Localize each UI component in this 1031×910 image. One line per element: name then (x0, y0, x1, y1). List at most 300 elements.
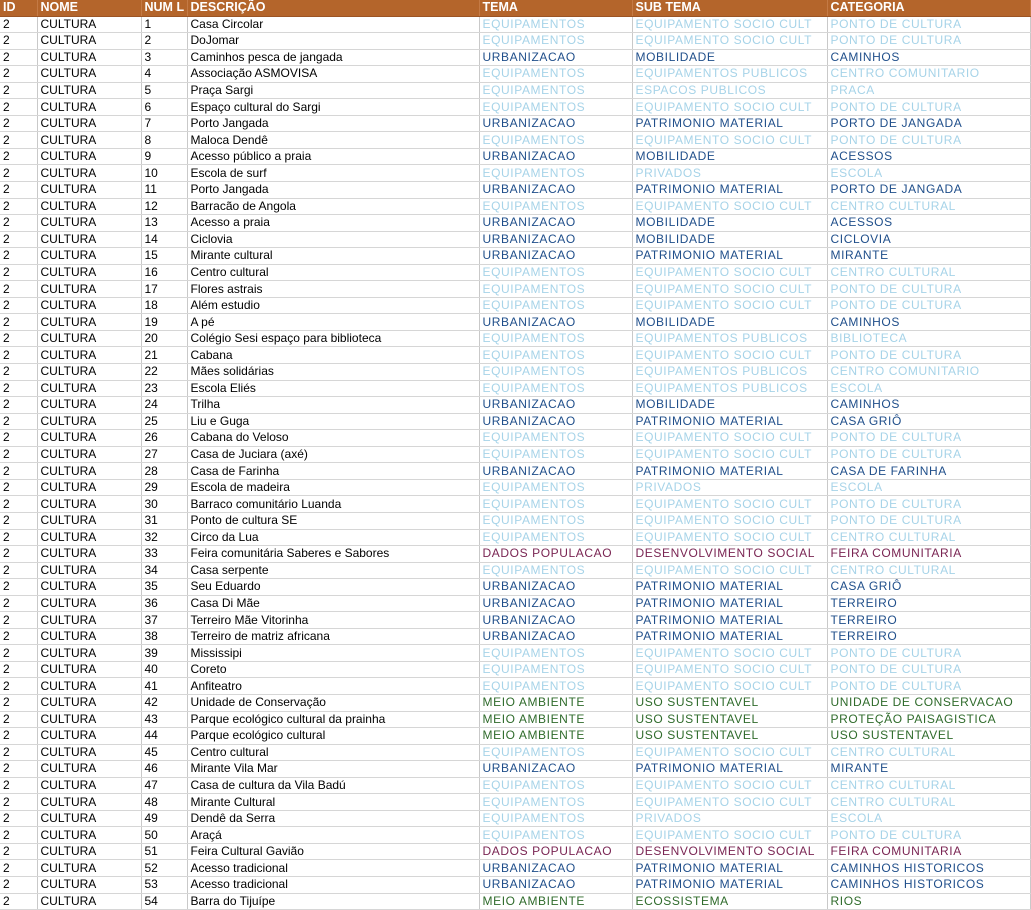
cell-nome[interactable]: CULTURA (37, 66, 141, 83)
cell-num[interactable]: 17 (141, 281, 187, 298)
cell-num[interactable]: 23 (141, 380, 187, 397)
cell-descricao[interactable]: Barra do Tijuípe (187, 893, 479, 910)
cell-num[interactable]: 25 (141, 413, 187, 430)
cell-categoria[interactable]: ACESSOS (827, 215, 1030, 232)
cell-id[interactable]: 2 (0, 761, 37, 778)
cell-id[interactable]: 2 (0, 694, 37, 711)
cell-num[interactable]: 19 (141, 314, 187, 331)
cell-categoria[interactable]: PONTO DE CULTURA (827, 678, 1030, 695)
cell-nome[interactable]: CULTURA (37, 364, 141, 381)
cell-subtema[interactable]: EQUIPAMENTO SOCIO CULT (632, 744, 827, 761)
cell-descricao[interactable]: Caminhos pesca de jangada (187, 49, 479, 66)
cell-descricao[interactable]: Flores astrais (187, 281, 479, 298)
cell-subtema[interactable]: DESENVOLVIMENTO SOCIAL (632, 843, 827, 860)
col-header-subtema[interactable]: SUB TEMA (632, 0, 827, 16)
cell-nome[interactable]: CULTURA (37, 512, 141, 529)
cell-descricao[interactable]: Mirante Cultural (187, 794, 479, 811)
cell-descricao[interactable]: A pé (187, 314, 479, 331)
cell-descricao[interactable]: Casa de cultura da Vila Badú (187, 777, 479, 794)
cell-nome[interactable]: CULTURA (37, 182, 141, 199)
cell-descricao[interactable]: Colégio Sesi espaço para biblioteca (187, 330, 479, 347)
cell-subtema[interactable]: EQUIPAMENTO SOCIO CULT (632, 99, 827, 116)
cell-subtema[interactable]: PATRIMONIO MATERIAL (632, 248, 827, 265)
cell-nome[interactable]: CULTURA (37, 264, 141, 281)
cell-id[interactable]: 2 (0, 347, 37, 364)
cell-categoria[interactable]: UNIDADE DE CONSERVACAO (827, 694, 1030, 711)
cell-tema[interactable]: EQUIPAMENTOS (479, 165, 632, 182)
cell-nome[interactable]: CULTURA (37, 198, 141, 215)
cell-subtema[interactable]: EQUIPAMENTO SOCIO CULT (632, 496, 827, 513)
cell-nome[interactable]: CULTURA (37, 430, 141, 447)
cell-categoria[interactable]: PONTO DE CULTURA (827, 132, 1030, 149)
cell-id[interactable]: 2 (0, 264, 37, 281)
cell-num[interactable]: 33 (141, 546, 187, 563)
cell-id[interactable]: 2 (0, 744, 37, 761)
cell-num[interactable]: 41 (141, 678, 187, 695)
cell-subtema[interactable]: MOBILIDADE (632, 397, 827, 414)
cell-id[interactable]: 2 (0, 281, 37, 298)
cell-id[interactable]: 2 (0, 827, 37, 844)
cell-tema[interactable]: EQUIPAMENTOS (479, 132, 632, 149)
cell-id[interactable]: 2 (0, 413, 37, 430)
cell-subtema[interactable]: EQUIPAMENTO SOCIO CULT (632, 33, 827, 50)
cell-descricao[interactable]: Centro cultural (187, 744, 479, 761)
cell-subtema[interactable]: ECOSSISTEMA (632, 893, 827, 910)
cell-num[interactable]: 54 (141, 893, 187, 910)
cell-nome[interactable]: CULTURA (37, 33, 141, 50)
cell-subtema[interactable]: PRIVADOS (632, 810, 827, 827)
cell-nome[interactable]: CULTURA (37, 231, 141, 248)
cell-nome[interactable]: CULTURA (37, 248, 141, 265)
cell-num[interactable]: 38 (141, 628, 187, 645)
cell-subtema[interactable]: PATRIMONIO MATERIAL (632, 860, 827, 877)
cell-tema[interactable]: EQUIPAMENTOS (479, 264, 632, 281)
cell-nome[interactable]: CULTURA (37, 165, 141, 182)
cell-subtema[interactable]: EQUIPAMENTOS PUBLICOS (632, 66, 827, 83)
cell-descricao[interactable]: Liu e Guga (187, 413, 479, 430)
cell-categoria[interactable]: CENTRO CULTURAL (827, 562, 1030, 579)
cell-descricao[interactable]: Casa de Farinha (187, 463, 479, 480)
cell-id[interactable]: 2 (0, 860, 37, 877)
cell-subtema[interactable]: EQUIPAMENTOS PUBLICOS (632, 330, 827, 347)
cell-id[interactable]: 2 (0, 843, 37, 860)
cell-subtema[interactable]: EQUIPAMENTO SOCIO CULT (632, 777, 827, 794)
cell-nome[interactable]: CULTURA (37, 827, 141, 844)
cell-subtema[interactable]: PATRIMONIO MATERIAL (632, 463, 827, 480)
cell-categoria[interactable]: PONTO DE CULTURA (827, 827, 1030, 844)
cell-nome[interactable]: CULTURA (37, 397, 141, 414)
cell-tema[interactable]: EQUIPAMENTOS (479, 810, 632, 827)
col-header-num[interactable]: NUM L (141, 0, 187, 16)
cell-categoria[interactable]: FEIRA COMUNITARIA (827, 546, 1030, 563)
cell-num[interactable]: 27 (141, 446, 187, 463)
cell-subtema[interactable]: EQUIPAMENTO SOCIO CULT (632, 347, 827, 364)
cell-categoria[interactable]: CENTRO COMUNITARIO (827, 364, 1030, 381)
cell-id[interactable]: 2 (0, 66, 37, 83)
cell-tema[interactable]: EQUIPAMENTOS (479, 794, 632, 811)
cell-tema[interactable]: URBANIZACAO (479, 49, 632, 66)
cell-num[interactable]: 47 (141, 777, 187, 794)
cell-nome[interactable]: CULTURA (37, 744, 141, 761)
cell-subtema[interactable]: PATRIMONIO MATERIAL (632, 182, 827, 199)
cell-id[interactable]: 2 (0, 99, 37, 116)
cell-subtema[interactable]: PATRIMONIO MATERIAL (632, 115, 827, 132)
cell-tema[interactable]: URBANIZACAO (479, 248, 632, 265)
cell-nome[interactable]: CULTURA (37, 330, 141, 347)
cell-num[interactable]: 51 (141, 843, 187, 860)
cell-nome[interactable]: CULTURA (37, 546, 141, 563)
cell-id[interactable]: 2 (0, 463, 37, 480)
cell-tema[interactable]: URBANIZACAO (479, 231, 632, 248)
cell-tema[interactable]: URBANIZACAO (479, 595, 632, 612)
cell-descricao[interactable]: Acesso a praia (187, 215, 479, 232)
cell-num[interactable]: 42 (141, 694, 187, 711)
cell-num[interactable]: 9 (141, 148, 187, 165)
cell-descricao[interactable]: Ciclovia (187, 231, 479, 248)
cell-categoria[interactable]: CENTRO CULTURAL (827, 264, 1030, 281)
cell-id[interactable]: 2 (0, 529, 37, 546)
cell-subtema[interactable]: EQUIPAMENTOS PUBLICOS (632, 380, 827, 397)
cell-id[interactable]: 2 (0, 397, 37, 414)
cell-nome[interactable]: CULTURA (37, 82, 141, 99)
cell-tema[interactable]: EQUIPAMENTOS (479, 297, 632, 314)
cell-subtema[interactable]: USO SUSTENTAVEL (632, 728, 827, 745)
cell-id[interactable]: 2 (0, 595, 37, 612)
cell-num[interactable]: 13 (141, 215, 187, 232)
cell-nome[interactable]: CULTURA (37, 843, 141, 860)
cell-subtema[interactable]: EQUIPAMENTO SOCIO CULT (632, 645, 827, 662)
cell-id[interactable]: 2 (0, 628, 37, 645)
cell-subtema[interactable]: PRIVADOS (632, 479, 827, 496)
cell-nome[interactable]: CULTURA (37, 678, 141, 695)
cell-categoria[interactable]: CASA DE FARINHA (827, 463, 1030, 480)
cell-categoria[interactable]: BIBLIOTECA (827, 330, 1030, 347)
cell-id[interactable]: 2 (0, 148, 37, 165)
cell-num[interactable]: 20 (141, 330, 187, 347)
cell-nome[interactable]: CULTURA (37, 893, 141, 910)
cell-categoria[interactable]: CAMINHOS HISTORICOS (827, 876, 1030, 893)
cell-descricao[interactable]: Escola de surf (187, 165, 479, 182)
cell-categoria[interactable]: PONTO DE CULTURA (827, 347, 1030, 364)
cell-categoria[interactable]: TERREIRO (827, 595, 1030, 612)
cell-id[interactable]: 2 (0, 810, 37, 827)
cell-num[interactable]: 37 (141, 612, 187, 629)
cell-subtema[interactable]: MOBILIDADE (632, 49, 827, 66)
cell-id[interactable]: 2 (0, 546, 37, 563)
cell-categoria[interactable]: TERREIRO (827, 612, 1030, 629)
cell-tema[interactable]: EQUIPAMENTOS (479, 678, 632, 695)
cell-descricao[interactable]: Centro cultural (187, 264, 479, 281)
cell-descricao[interactable]: Barraco comunitário Luanda (187, 496, 479, 513)
cell-categoria[interactable]: CENTRO CULTURAL (827, 777, 1030, 794)
cell-descricao[interactable]: Acesso tradicional (187, 860, 479, 877)
cell-categoria[interactable]: ESCOLA (827, 165, 1030, 182)
col-header-id[interactable]: ID (0, 0, 37, 16)
cell-nome[interactable]: CULTURA (37, 297, 141, 314)
cell-nome[interactable]: CULTURA (37, 628, 141, 645)
cell-nome[interactable]: CULTURA (37, 281, 141, 298)
cell-id[interactable]: 2 (0, 16, 37, 33)
cell-nome[interactable]: CULTURA (37, 529, 141, 546)
cell-num[interactable]: 2 (141, 33, 187, 50)
cell-tema[interactable]: EQUIPAMENTOS (479, 496, 632, 513)
cell-id[interactable]: 2 (0, 165, 37, 182)
cell-nome[interactable]: CULTURA (37, 314, 141, 331)
cell-tema[interactable]: URBANIZACAO (479, 215, 632, 232)
cell-categoria[interactable]: CAMINHOS (827, 314, 1030, 331)
cell-tema[interactable]: DADOS POPULACAO (479, 843, 632, 860)
cell-descricao[interactable]: Parque ecológico cultural (187, 728, 479, 745)
cell-descricao[interactable]: Ponto de cultura SE (187, 512, 479, 529)
cell-nome[interactable]: CULTURA (37, 380, 141, 397)
cell-tema[interactable]: URBANIZACAO (479, 148, 632, 165)
cell-tema[interactable]: EQUIPAMENTOS (479, 330, 632, 347)
cell-categoria[interactable]: CICLOVIA (827, 231, 1030, 248)
cell-num[interactable]: 8 (141, 132, 187, 149)
cell-categoria[interactable]: PONTO DE CULTURA (827, 33, 1030, 50)
cell-descricao[interactable]: Mirante Vila Mar (187, 761, 479, 778)
cell-num[interactable]: 18 (141, 297, 187, 314)
cell-num[interactable]: 26 (141, 430, 187, 447)
cell-nome[interactable]: CULTURA (37, 99, 141, 116)
cell-nome[interactable]: CULTURA (37, 810, 141, 827)
cell-subtema[interactable]: PATRIMONIO MATERIAL (632, 413, 827, 430)
cell-subtema[interactable]: PATRIMONIO MATERIAL (632, 612, 827, 629)
cell-subtema[interactable]: EQUIPAMENTO SOCIO CULT (632, 827, 827, 844)
cell-id[interactable]: 2 (0, 479, 37, 496)
cell-num[interactable]: 14 (141, 231, 187, 248)
cell-descricao[interactable]: Casa de Juciara (axé) (187, 446, 479, 463)
cell-subtema[interactable]: MOBILIDADE (632, 215, 827, 232)
cell-num[interactable]: 45 (141, 744, 187, 761)
cell-categoria[interactable]: CAMINHOS (827, 397, 1030, 414)
cell-id[interactable]: 2 (0, 678, 37, 695)
cell-descricao[interactable]: Associação ASMOVISA (187, 66, 479, 83)
cell-categoria[interactable]: ESCOLA (827, 380, 1030, 397)
cell-nome[interactable]: CULTURA (37, 148, 141, 165)
cell-categoria[interactable]: RIOS (827, 893, 1030, 910)
cell-categoria[interactable]: ACESSOS (827, 148, 1030, 165)
cell-tema[interactable]: URBANIZACAO (479, 761, 632, 778)
cell-nome[interactable]: CULTURA (37, 661, 141, 678)
cell-nome[interactable]: CULTURA (37, 777, 141, 794)
cell-tema[interactable]: URBANIZACAO (479, 579, 632, 596)
cell-nome[interactable]: CULTURA (37, 132, 141, 149)
cell-categoria[interactable]: PROTEÇÃO PAISAGISTICA (827, 711, 1030, 728)
cell-tema[interactable]: MEIO AMBIENTE (479, 728, 632, 745)
cell-num[interactable]: 10 (141, 165, 187, 182)
cell-tema[interactable]: URBANIZACAO (479, 628, 632, 645)
cell-num[interactable]: 28 (141, 463, 187, 480)
cell-num[interactable]: 1 (141, 16, 187, 33)
cell-tema[interactable]: EQUIPAMENTOS (479, 744, 632, 761)
cell-tema[interactable]: URBANIZACAO (479, 182, 632, 199)
cell-num[interactable]: 40 (141, 661, 187, 678)
cell-num[interactable]: 11 (141, 182, 187, 199)
cell-id[interactable]: 2 (0, 33, 37, 50)
cell-id[interactable]: 2 (0, 330, 37, 347)
cell-subtema[interactable]: MOBILIDADE (632, 231, 827, 248)
cell-tema[interactable]: MEIO AMBIENTE (479, 893, 632, 910)
cell-id[interactable]: 2 (0, 645, 37, 662)
cell-num[interactable]: 48 (141, 794, 187, 811)
cell-nome[interactable]: CULTURA (37, 215, 141, 232)
cell-nome[interactable]: CULTURA (37, 711, 141, 728)
cell-categoria[interactable]: TERREIRO (827, 628, 1030, 645)
cell-tema[interactable]: EQUIPAMENTOS (479, 347, 632, 364)
cell-id[interactable]: 2 (0, 612, 37, 629)
cell-subtema[interactable]: EQUIPAMENTO SOCIO CULT (632, 512, 827, 529)
cell-categoria[interactable]: PONTO DE CULTURA (827, 281, 1030, 298)
cell-tema[interactable]: EQUIPAMENTOS (479, 446, 632, 463)
cell-subtema[interactable]: EQUIPAMENTO SOCIO CULT (632, 562, 827, 579)
cell-categoria[interactable]: CAMINHOS (827, 49, 1030, 66)
cell-id[interactable]: 2 (0, 430, 37, 447)
cell-tema[interactable]: EQUIPAMENTOS (479, 645, 632, 662)
cell-subtema[interactable]: PATRIMONIO MATERIAL (632, 579, 827, 596)
cell-tema[interactable]: URBANIZACAO (479, 115, 632, 132)
cell-tema[interactable]: EQUIPAMENTOS (479, 430, 632, 447)
cell-categoria[interactable]: PONTO DE CULTURA (827, 496, 1030, 513)
cell-subtema[interactable]: PATRIMONIO MATERIAL (632, 628, 827, 645)
cell-tema[interactable]: URBANIZACAO (479, 463, 632, 480)
cell-descricao[interactable]: Mirante cultural (187, 248, 479, 265)
cell-descricao[interactable]: Cabana (187, 347, 479, 364)
cell-tema[interactable]: EQUIPAMENTOS (479, 16, 632, 33)
cell-nome[interactable]: CULTURA (37, 479, 141, 496)
cell-nome[interactable]: CULTURA (37, 860, 141, 877)
cell-id[interactable]: 2 (0, 248, 37, 265)
cell-id[interactable]: 2 (0, 215, 37, 232)
cell-num[interactable]: 36 (141, 595, 187, 612)
cell-tema[interactable]: URBANIZACAO (479, 397, 632, 414)
cell-descricao[interactable]: Circo da Lua (187, 529, 479, 546)
cell-nome[interactable]: CULTURA (37, 579, 141, 596)
cell-tema[interactable]: EQUIPAMENTOS (479, 562, 632, 579)
cell-subtema[interactable]: PRIVADOS (632, 165, 827, 182)
cell-subtema[interactable]: ESPACOS PUBLICOS (632, 82, 827, 99)
cell-tema[interactable]: EQUIPAMENTOS (479, 512, 632, 529)
cell-id[interactable]: 2 (0, 794, 37, 811)
cell-descricao[interactable]: Trilha (187, 397, 479, 414)
cell-categoria[interactable]: PONTO DE CULTURA (827, 297, 1030, 314)
cell-tema[interactable]: EQUIPAMENTOS (479, 529, 632, 546)
cell-tema[interactable]: EQUIPAMENTOS (479, 777, 632, 794)
cell-categoria[interactable]: MIRANTE (827, 761, 1030, 778)
cell-id[interactable]: 2 (0, 711, 37, 728)
cell-id[interactable]: 2 (0, 876, 37, 893)
cell-num[interactable]: 22 (141, 364, 187, 381)
cell-nome[interactable]: CULTURA (37, 115, 141, 132)
cell-nome[interactable]: CULTURA (37, 463, 141, 480)
cell-descricao[interactable]: Casa Di Mãe (187, 595, 479, 612)
cell-tema[interactable]: EQUIPAMENTOS (479, 380, 632, 397)
cell-id[interactable]: 2 (0, 893, 37, 910)
cell-id[interactable]: 2 (0, 512, 37, 529)
cell-nome[interactable]: CULTURA (37, 49, 141, 66)
cell-num[interactable]: 39 (141, 645, 187, 662)
cell-descricao[interactable]: Casa Circolar (187, 16, 479, 33)
cell-nome[interactable]: CULTURA (37, 595, 141, 612)
cell-nome[interactable]: CULTURA (37, 612, 141, 629)
cell-num[interactable]: 30 (141, 496, 187, 513)
cell-descricao[interactable]: Maloca Dendê (187, 132, 479, 149)
cell-subtema[interactable]: DESENVOLVIMENTO SOCIAL (632, 546, 827, 563)
cell-tema[interactable]: EQUIPAMENTOS (479, 99, 632, 116)
cell-id[interactable]: 2 (0, 82, 37, 99)
cell-num[interactable]: 34 (141, 562, 187, 579)
cell-tema[interactable]: EQUIPAMENTOS (479, 66, 632, 83)
cell-num[interactable]: 16 (141, 264, 187, 281)
cell-id[interactable]: 2 (0, 777, 37, 794)
cell-id[interactable]: 2 (0, 579, 37, 596)
cell-subtema[interactable]: EQUIPAMENTO SOCIO CULT (632, 529, 827, 546)
cell-descricao[interactable]: Mães solidárias (187, 364, 479, 381)
cell-categoria[interactable]: CENTRO CULTURAL (827, 744, 1030, 761)
cell-subtema[interactable]: EQUIPAMENTO SOCIO CULT (632, 281, 827, 298)
cell-categoria[interactable]: CENTRO CULTURAL (827, 529, 1030, 546)
cell-id[interactable]: 2 (0, 198, 37, 215)
cell-descricao[interactable]: Acesso tradicional (187, 876, 479, 893)
cell-num[interactable]: 7 (141, 115, 187, 132)
cell-descricao[interactable]: Terreiro de matriz africana (187, 628, 479, 645)
cell-descricao[interactable]: Araçá (187, 827, 479, 844)
cell-subtema[interactable]: EQUIPAMENTO SOCIO CULT (632, 661, 827, 678)
cell-nome[interactable]: CULTURA (37, 728, 141, 745)
cell-num[interactable]: 44 (141, 728, 187, 745)
cell-id[interactable]: 2 (0, 562, 37, 579)
cell-tema[interactable]: EQUIPAMENTOS (479, 661, 632, 678)
cell-categoria[interactable]: CENTRO CULTURAL (827, 794, 1030, 811)
cell-nome[interactable]: CULTURA (37, 496, 141, 513)
cell-nome[interactable]: CULTURA (37, 876, 141, 893)
cell-nome[interactable]: CULTURA (37, 761, 141, 778)
cell-id[interactable]: 2 (0, 297, 37, 314)
cell-categoria[interactable]: FEIRA COMUNITARIA (827, 843, 1030, 860)
col-header-nome[interactable]: NOME (37, 0, 141, 16)
cell-descricao[interactable]: Além estudio (187, 297, 479, 314)
cell-descricao[interactable]: Escola Eliés (187, 380, 479, 397)
cell-num[interactable]: 49 (141, 810, 187, 827)
cell-subtema[interactable]: EQUIPAMENTO SOCIO CULT (632, 430, 827, 447)
cell-num[interactable]: 32 (141, 529, 187, 546)
cell-num[interactable]: 46 (141, 761, 187, 778)
cell-id[interactable]: 2 (0, 728, 37, 745)
cell-subtema[interactable]: USO SUSTENTAVEL (632, 694, 827, 711)
cell-descricao[interactable]: Casa serpente (187, 562, 479, 579)
cell-tema[interactable]: EQUIPAMENTOS (479, 82, 632, 99)
cell-categoria[interactable]: PONTO DE CULTURA (827, 661, 1030, 678)
cell-tema[interactable]: URBANIZACAO (479, 413, 632, 430)
cell-descricao[interactable]: Dendê da Serra (187, 810, 479, 827)
cell-subtema[interactable]: PATRIMONIO MATERIAL (632, 595, 827, 612)
cell-descricao[interactable]: Espaço cultural do Sargi (187, 99, 479, 116)
cell-nome[interactable]: CULTURA (37, 446, 141, 463)
cell-subtema[interactable]: EQUIPAMENTO SOCIO CULT (632, 446, 827, 463)
cell-num[interactable]: 53 (141, 876, 187, 893)
cell-categoria[interactable]: PRACA (827, 82, 1030, 99)
cell-subtema[interactable]: USO SUSTENTAVEL (632, 711, 827, 728)
cell-categoria[interactable]: PONTO DE CULTURA (827, 446, 1030, 463)
cell-id[interactable]: 2 (0, 661, 37, 678)
cell-id[interactable]: 2 (0, 182, 37, 199)
cell-tema[interactable]: URBANIZACAO (479, 860, 632, 877)
cell-descricao[interactable]: Terreiro Mãe Vitorinha (187, 612, 479, 629)
cell-categoria[interactable]: PONTO DE CULTURA (827, 645, 1030, 662)
cell-num[interactable]: 35 (141, 579, 187, 596)
cell-descricao[interactable]: Anfiteatro (187, 678, 479, 695)
cell-descricao[interactable]: Barracão de Angola (187, 198, 479, 215)
